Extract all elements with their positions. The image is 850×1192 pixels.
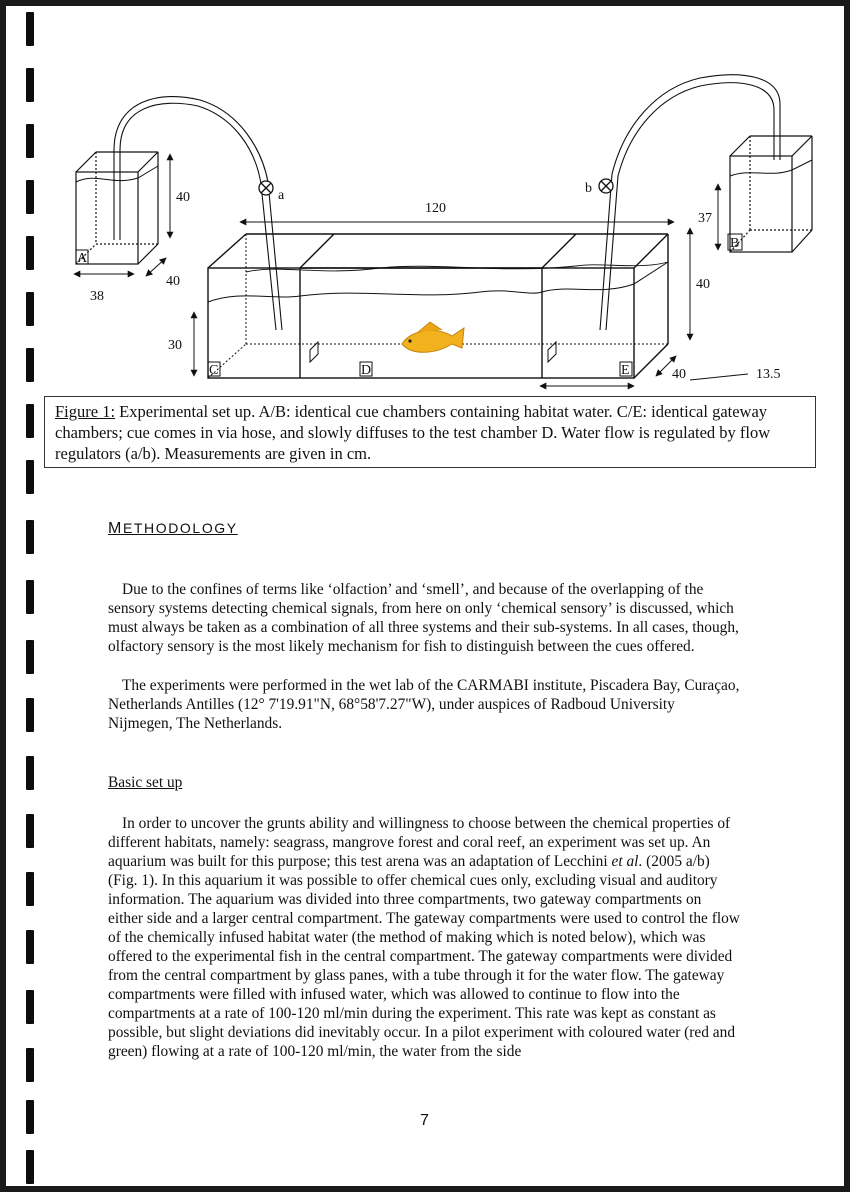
dim-tank-length: 120: [425, 201, 446, 216]
binding-mark: [26, 580, 34, 614]
section-heading-rest: ETHODOLOGY: [122, 520, 238, 536]
dim-left-chamber-width: 38: [90, 289, 104, 304]
aquarium-tank: [208, 234, 668, 378]
paragraph-3: [108, 814, 740, 1061]
section-heading-initial: M: [108, 520, 123, 537]
hose-left: [114, 97, 282, 330]
figure-caption-text: Experimental set up. A/B: identical cue chambers containing habitat water. C/E: identical gateway chambers; cue comes in via hose, and slowly diffuses to the test chamber D. Water flow is regulated by flow regulators (a/b). Measurements are given in cm.: [55, 402, 771, 463]
binding-mark: [26, 814, 34, 848]
binding-mark: [26, 1100, 34, 1134]
valve-label-a: a: [278, 188, 285, 203]
binding-mark: [26, 872, 34, 906]
flow-regulator-b: [599, 179, 613, 193]
binding-mark: [26, 756, 34, 790]
label-e: E: [621, 363, 630, 378]
binding-mark: [26, 640, 34, 674]
dim-tank-depth: 40: [672, 367, 686, 382]
paragraph-2: The experiments were performed in the wet lab of the CARMABI institute, Piscadera Bay, Curaçao, Netherlands Antilles (12° 7'19.91"N, 68°58'7.27"W), under auspices of Radboud University Nijmegen, The Netherlands.: [108, 677, 740, 732]
dim-tank-height: 40: [696, 277, 710, 292]
label-a: A: [77, 251, 88, 266]
paragraph-3-part-2: . (2005 a/b) (Fig. 1). In this aquarium it was possible to offer chemical cues only, excluding visual and auditory information. The aquarium was divided into three compartments, two gateway compartments on either side and a larger central compartment. The gateway compartments were used to control the flow of the chemically infused habitat water (the method of making which is noted below), which was offered to the experimental fish in the central compartment. The gateway compartments were divided from the central compartment by glass panes, with a tube through it for the water flow. The gateway compartments were filled with infused water, which was allowed to continue to flow into the compartments at a rate of 100-120 ml/min during the experiment. This rate was kept as constant as possible, but slight deviations did inevitably occur. In a pilot experiment with coloured water (red and green) flowing at a rate of 100-120 ml/min, the water from the side: [108, 853, 740, 1060]
label-d: D: [361, 363, 372, 378]
binding-mark: [26, 990, 34, 1024]
flow-regulator-a: [259, 181, 273, 195]
cue-chamber-a: [76, 152, 158, 264]
binding-mark: [26, 520, 34, 554]
paragraph-3-part-1: In order to uncover the grunts ability and willingness to choose between the chemical properties of different habitats, namely: seagrass, mangrove forest and coral reef, an experiment was set up. An aquarium was built for this purpose; this test arena was an adaptation of Lecchini: [108, 815, 731, 870]
figure-caption: [44, 396, 816, 468]
binding-mark: [26, 404, 34, 438]
binding-mark: [26, 1048, 34, 1082]
dim-water-height: 30: [168, 338, 182, 353]
subsection-heading: Basic set up: [108, 774, 183, 791]
dim-left-chamber-depth: 40: [166, 274, 180, 289]
experimental-setup-diagram: [0, 0, 850, 400]
paragraph-1: Due to the confines of terms like ‘olfaction’ and ‘smell’, and because of the overlapping of the sensory systems detecting chemical signals, from here on only ‘chemical sensory’ is discussed, which must always be taken as a combination of all three systems and their sub-systems. In all cases, though, olfactory sensory is the most likely mechanism for fish to distinguish between the cues offered.: [108, 581, 739, 655]
dim-gateway-width: 13.5: [756, 367, 781, 382]
paragraph-3-italic: et al: [611, 853, 639, 870]
dim-left-chamber-height: 40: [176, 190, 190, 205]
binding-mark: [26, 460, 34, 494]
figure-label: Figure 1:: [55, 402, 116, 421]
label-c: C: [209, 363, 219, 378]
binding-mark: [26, 1150, 34, 1184]
binding-mark: [26, 698, 34, 732]
section-heading: [108, 520, 238, 538]
valve-label-b: b: [585, 181, 592, 196]
binding-mark: [26, 930, 34, 964]
label-b: B: [730, 236, 740, 251]
page-number: 7: [420, 1112, 429, 1129]
dim-right-chamber-height: 37: [698, 211, 712, 226]
fish-illustration: [402, 322, 464, 352]
